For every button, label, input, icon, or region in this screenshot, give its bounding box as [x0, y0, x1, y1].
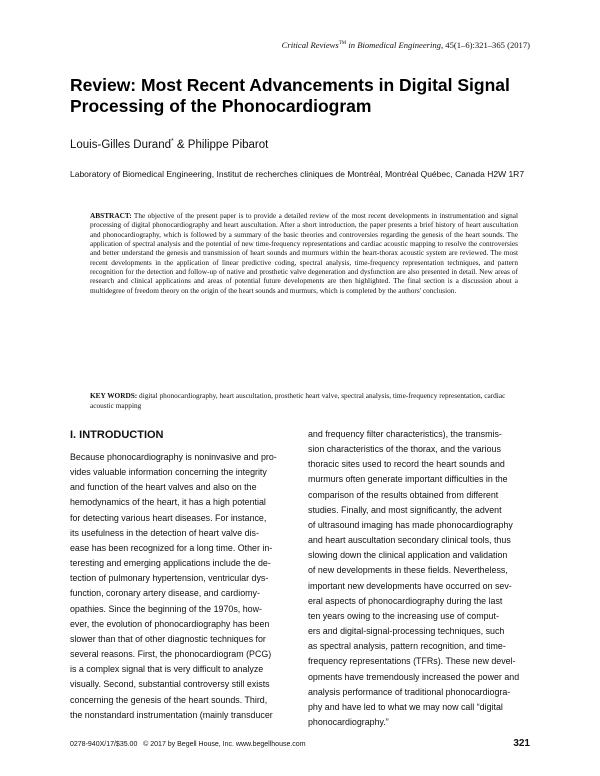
body-text-line: of new developments in these fields. Nevertheless,: [308, 565, 508, 576]
body-text-line: eral aspects of phonocardiography during the last: [308, 595, 503, 606]
copyright-footer: 0278-940X/17/$35.00 © 2017 by Begell House, Inc. www.begellhouse.com: [70, 741, 306, 748]
author-list: [70, 138, 268, 151]
author-separator: &: [173, 138, 188, 151]
body-text-line: ten years owing to the increasing use of comput-: [308, 610, 499, 621]
body-text-line: concerning the genesis of the heart sounds. Third,: [70, 694, 268, 705]
page-number: 321: [513, 738, 530, 749]
abstract-label: ABSTRACT:: [90, 211, 132, 220]
abstract: [90, 211, 518, 295]
trademark-mark: TM: [338, 41, 347, 47]
body-text-line: visually. Second, substantial controversy still exists: [70, 679, 270, 690]
body-text-line: slowing down the clinical application and validation: [308, 550, 508, 561]
body-text-line: analysis performance of traditional phonocardiogra-: [308, 686, 511, 697]
body-text-line: for detecting various heart diseases. For instance,: [70, 512, 267, 523]
keywords-label: KEY WORDS:: [90, 391, 138, 400]
body-text-line: ever, the evolution of phonocardiography has been: [70, 618, 270, 629]
body-text-line: Because phonocardiography is noninvasive and pro-: [70, 452, 277, 462]
body-text-line: vides valuable information concerning the integrity: [70, 467, 267, 478]
body-text-line: frequency representations (TFRs). These new devel-: [308, 656, 516, 667]
body-text-line: is a complex signal that is very difficult to analyze: [70, 664, 264, 675]
body-text-line: hemodynamics of the heart, it has a high potential: [70, 497, 266, 508]
body-text-line: and heart auscultation secondary clinical tools, thus: [308, 535, 511, 546]
body-column-right: [308, 427, 530, 730]
body-text-line: thoracic sites used to record the heart sounds and: [308, 459, 505, 470]
abstract-text: The objective of the present paper is to provide a detailed review of the most recent developments in instrumentation and signal processing of digital phonocardiography and heart auscultation. After a short introduction, the paper presents a brief history of heart auscultation and phonocardiography, which is followed by a summary of the basic theories and controversies regarding the genesis of the heart sounds. The application of spectral analysis and the potential of new time-frequency representations and cardiac acoustic mapping to resolve the controversies and better understand the genesis and transmission of heart sounds and murmurs within the heart-thorax acoustic system are reviewed. The most recent developments in the application of linear predictive coding, spectral analysis, time-frequency representation techniques, and pattern recognition for the detection and follow-up of native and prosthetic valve degeneration and dysfunction are also presented in detail. New areas of research and clinical applications and areas of potential future developments are then highlighted. The final section is a discussion about a multidegree of freedom theory on the origin of the heart sounds and murmurs, which is completed by the authors' conclusion.: [90, 211, 518, 295]
body-text-line: important new developments have occurred on sev-: [308, 580, 512, 591]
body-text-line: tection of pulmonary hypertension, ventricular dys-: [70, 573, 269, 584]
body-text-line: function, coronary artery disease, and cardiomy-: [70, 588, 260, 599]
body-text-line: phonocardiography.”: [308, 716, 389, 727]
body-text-line: of ultrasound imaging has made phonocardiography: [308, 519, 513, 530]
body-text-line: slower than that of other diagnostic techniques for: [70, 633, 266, 644]
body-column-left: [70, 450, 298, 723]
body-text-line: teresting and emerging applications include the de-: [70, 558, 271, 569]
author-name: Philippe Pibarot: [187, 138, 269, 151]
journal-citation: , 45(1–6):321–365 (2017): [440, 40, 530, 50]
body-text-line: studies. Finally, and most significantly, the advent: [308, 504, 502, 515]
body-text-line: ers and digital-signal-processing techniques, such: [308, 626, 505, 637]
body-text-line: and frequency filter characteristics), the transmis-: [308, 429, 502, 439]
body-text-line: its usefulness in the detection of heart valve dis-: [70, 527, 259, 538]
journal-name-rest: in Biomedical Engineering: [346, 40, 441, 50]
affiliation: Laboratory of Biomedical Engineering, Institut de recherches cliniques de Montréal, Montréal Québec, Canada H2W 1R7: [70, 169, 525, 179]
body-text-line: comparison of the results obtained from different: [308, 489, 499, 500]
keywords: [90, 391, 518, 411]
article-title: Review: Most Recent Advancements in Digital Signal Processing of the Phonocardiogram: [70, 75, 510, 116]
body-text-line: opments have tremendously increased the power and: [308, 671, 520, 682]
author-name: Louis-Gilles Durand: [70, 138, 171, 151]
body-text-line: opathies. Since the beginning of the 1970s, how-: [70, 603, 262, 614]
keywords-text: digital phonocardiography, heart auscultation, prosthetic heart valve, spectral analysis, time-frequency representation, cardiac acoustic mapping: [90, 391, 506, 410]
body-text-line: phy and have led to what we may now call “digital: [308, 701, 503, 712]
body-text-line: as spectral analysis, pattern recognition, and time-: [308, 641, 506, 652]
body-text-line: the nonstandard instrumentation (mainly transducer: [70, 709, 273, 720]
corresponding-author-mark: *: [171, 138, 174, 145]
body-text-line: several reasons. First, the phonocardiogram (PCG): [70, 649, 272, 660]
section-heading: I. INTRODUCTION: [70, 429, 164, 441]
body-text-line: sion characteristics of the thorax, and the various: [308, 444, 501, 455]
body-text-line: and function of the heart valves and also on the: [70, 482, 257, 493]
body-text-line: murmurs often generate important difficulties in the: [308, 474, 508, 485]
journal-name: Critical Reviews: [281, 40, 339, 50]
body-text-line: ease has been recognized for a long time. Other in-: [70, 542, 273, 553]
journal-header: [282, 40, 530, 50]
